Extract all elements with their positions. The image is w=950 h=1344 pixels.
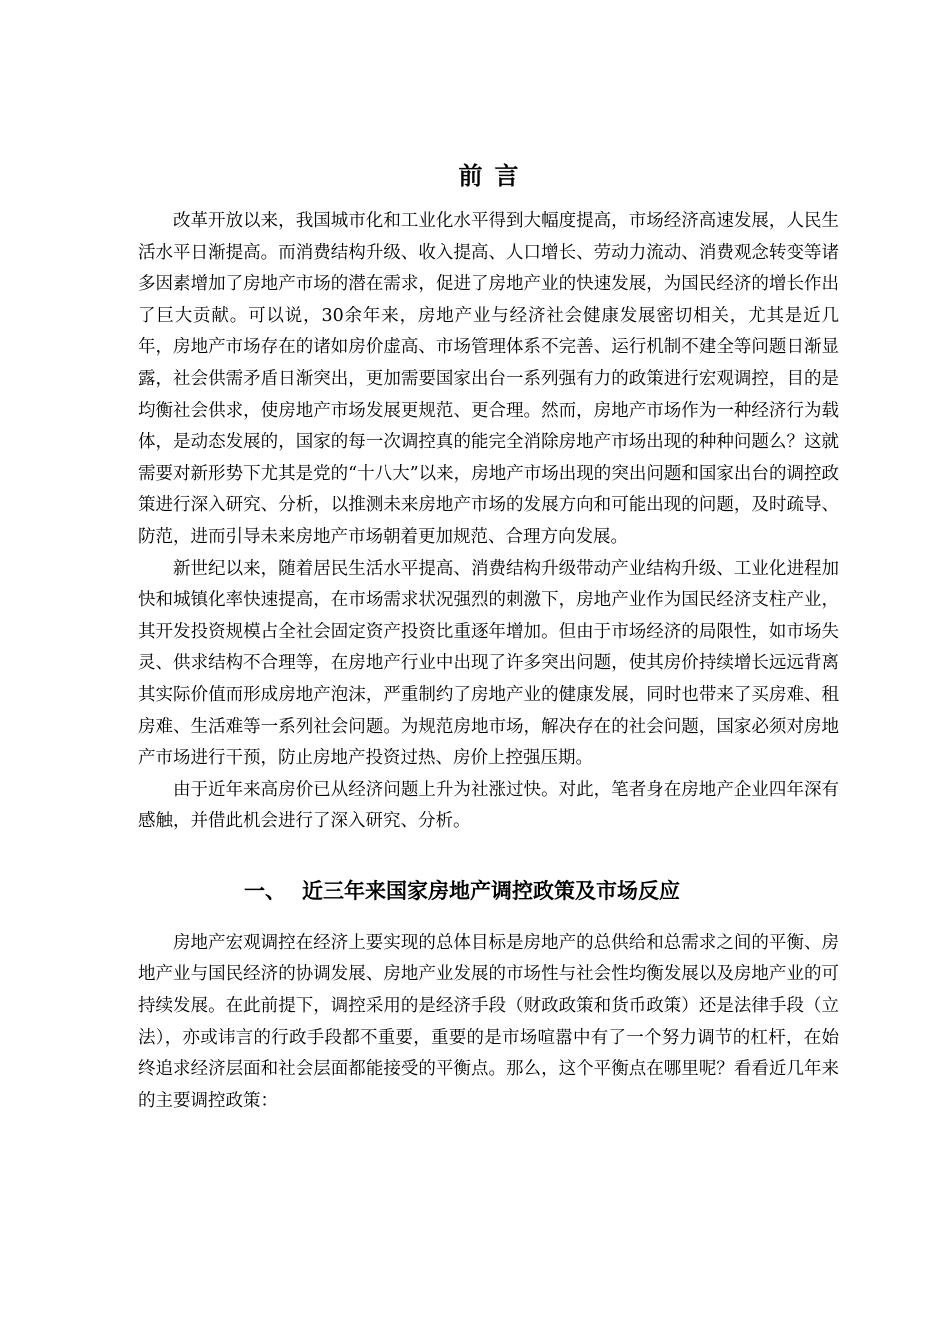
document-body [138,160,839,1117]
page-title: 前言 [458,162,531,190]
preface-paragraph-1: 改革开放以来，我国城市化和工业化水平得到大幅度提高，市场经济高速发展，人民生活水平日渐提高。而消费结构升级、收入提高、人口增长、劳动力流动、消费观念转变等诸多因素增加了房地产市场的潜在需求，促进了房地产业的快速发展，为国民经济的增长作出了巨大贡献。可以说，30余年来，房地产业与经济社会健康发展密切相关，尤其是近几年，房地产市场存在的诸如房价虚高、市场管理体系不完善、运行机制不建全等问题日渐显露，社会供需矛盾日渐突出，更加需要国家出台一系列强有力的政策进行宏观调控，目的是均衡社会供求，使房地产市场发展更规范、更合理。然而，房地产市场作为一种经济行为载体，是动态发展的，国家的每一次调控真的能完全消除房地产市场出现的种种问题么？这就需要对新形势下尤其是党的“十八大”以来，房地产市场出现的突出问题和国家出台的调控政策进行深入研究、分析，以推测未来房地产市场的发展方向和可能出现的问题，及时疏导、防范，进而引导未来房地产市场朝着更加规范、合理方向发展。 [138,211,839,547]
preface-paragraph-2: 新世纪以来，随着居民生活水平提高、消费结构升级带动产业结构升级、工业化进程加快和城镇化率快速提高，在市场需求状况强烈的刺激下，房地产业作为国民经济支柱产业，其开发投资规模占全社会固定资产投资比重逐年增加。但由于市场经济的局限性，如市场失灵、供求结构不合理等，在房地产行业中出现了许多突出问题，使其房价持续增长远远背离其实际价值而形成房地产泡沫，严重制约了房地产业的健康发展，同时也带来了买房难、租房难、生活难等一系列社会问题。为规范房地市场，解决存在的社会问题，国家必须对房地产市场进行干预，防止房地产投资过热、房价上控强压期。 [138,558,839,769]
section-number: 一、 [244,878,286,903]
section-heading [138,874,839,908]
preface-paragraph-3: 由于近年来高房价已从经济问题上升为社涨过快。对此，笔者身在房地产企业四年深有感触，并借此机会进行了深入研究、分析。 [138,779,839,832]
section-title: 近三年来国家房地产调控政策及市场反应 [302,878,680,903]
section-paragraph-1: 房地产宏观调控在经济上要实现的总体目标是房地产的总供给和总需求之间的平衡、房地产业与国民经济的协调发展、房地产业发展的市场性与社会性均衡发展以及房地产业的可持续发展。在此前提下，调控采用的是经济手段（财政政策和货币政策）还是法律手段（立法），亦或讳言的行政手段都不重要，重要的是市场喧嚣中有了一个努力调节的杠杆，在始终追求经济层面和社会层面都能接受的平衡点。那么，这个平衡点在哪里呢？看看近几年来的主要调控政策： [138,932,839,1111]
